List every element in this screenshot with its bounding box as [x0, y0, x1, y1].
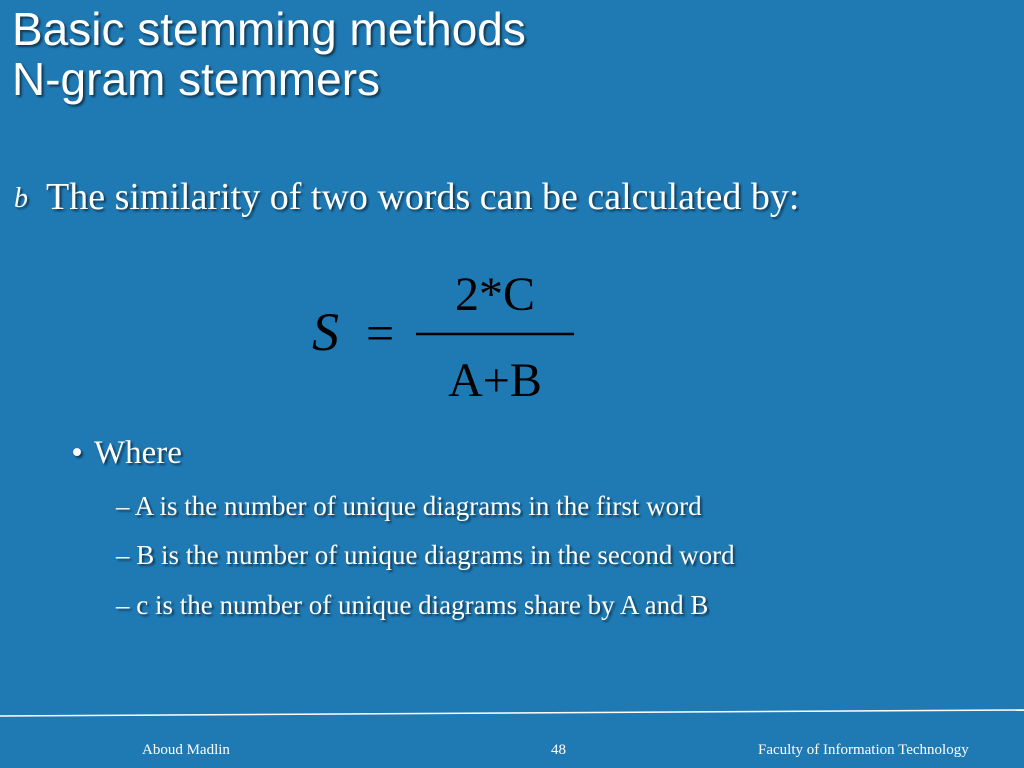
title-line-2: N-gram stemmers	[12, 53, 381, 105]
main-bullet-text: The similarity of two words can be calculated by:	[46, 176, 800, 218]
footer-institution: Faculty of Information Technology	[758, 742, 969, 758]
slide-title	[12, 4, 526, 104]
title-line-1: Basic stemming methods	[12, 3, 526, 55]
formula-equals: =	[366, 305, 395, 361]
bullet-dot-icon: •	[71, 435, 83, 471]
footer-divider	[0, 700, 1024, 720]
sub-item-a: – A is the number of unique diagrams in the first word	[116, 491, 702, 521]
footer-page-number: 48	[551, 742, 566, 758]
formula-denominator: A+B	[448, 354, 542, 407]
where-bullet	[60, 432, 182, 474]
sub-item-b: – B is the number of unique diagrams in the second word	[116, 540, 735, 570]
footer-author: Aboud Madlin	[142, 742, 230, 758]
similarity-formula	[300, 262, 600, 412]
sub-item-c: – c is the number of unique diagrams share by A and B	[116, 590, 709, 620]
formula-numerator: 2*C	[454, 268, 536, 321]
main-bullet	[14, 174, 799, 222]
where-label: Where	[94, 435, 182, 471]
formula-lhs: S	[312, 302, 339, 362]
bullet-icon: b	[14, 183, 28, 214]
